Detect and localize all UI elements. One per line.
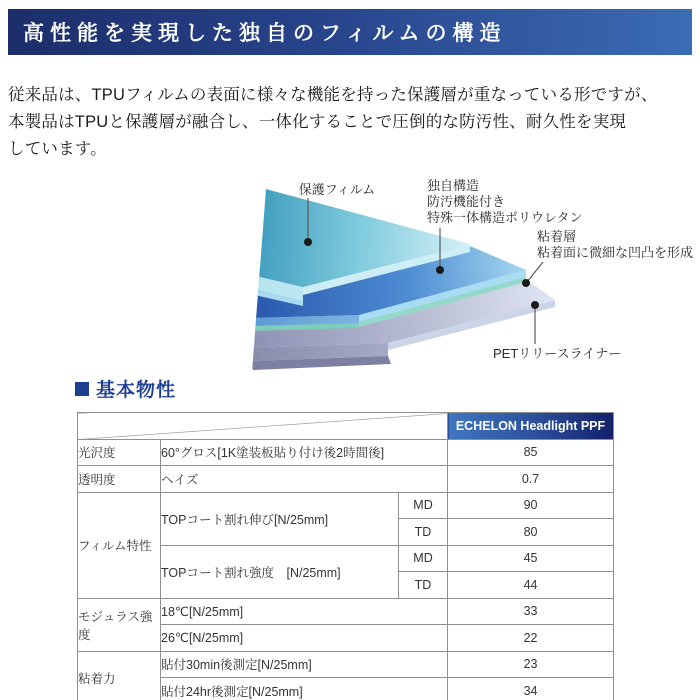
row-condition: ヘイズ <box>161 466 448 493</box>
table-row <box>78 466 614 493</box>
svg-text:特殊一体構造ポリウレタン: 特殊一体構造ポリウレタン <box>427 210 583 225</box>
film-structure-diagram <box>0 170 700 380</box>
intro-line-1: 従来品は、TPUフィルムの表面に様々な機能を持った保護層が重なっている形ですが、 <box>8 86 658 104</box>
svg-text:粘着層: 粘着層 <box>537 229 577 244</box>
row-direction: MD <box>399 545 448 572</box>
row-direction: TD <box>399 572 448 599</box>
row-category: モジュラス強度 <box>78 598 161 651</box>
svg-text:粘着面に微細な凹凸を形成: 粘着面に微細な凹凸を形成 <box>537 245 694 260</box>
row-value: 33 <box>448 598 614 625</box>
row-category: 光沢度 <box>78 439 161 466</box>
row-value: 23 <box>448 651 614 678</box>
row-value: 85 <box>448 439 614 466</box>
intro-paragraph <box>8 82 696 163</box>
row-condition: 貼付30min後測定[N/25mm] <box>161 651 448 678</box>
row-value: 44 <box>448 572 614 599</box>
table-row <box>78 439 614 466</box>
row-direction: MD <box>399 492 448 519</box>
row-condition: TOPコート割れ強度 [N/25mm] <box>161 545 399 598</box>
row-condition: 60°グロス[1K塗装板貼り付け後2時間後] <box>161 439 448 466</box>
row-value: 80 <box>448 519 614 546</box>
product-header-cell: ECHELON Headlight PPF <box>448 413 614 440</box>
dot-adhesive <box>522 279 530 287</box>
properties-table <box>77 412 614 700</box>
section-title: 基本物性 <box>96 380 177 401</box>
row-condition: 26℃[N/25mm] <box>161 625 448 652</box>
dot-protective-film <box>304 238 312 246</box>
section-header <box>75 375 176 402</box>
label-protective-film: 保護フィルム <box>298 182 376 197</box>
section-marker-square <box>75 382 89 396</box>
row-category: フィルム特性 <box>78 492 161 598</box>
row-condition: TOPコート割れ伸び[N/25mm] <box>161 492 399 545</box>
dot-polyurethane <box>436 266 444 274</box>
label-pet-release-liner: PETリリースライナー <box>493 346 622 361</box>
dot-pet-liner <box>531 301 539 309</box>
row-category: 粘着力 <box>78 651 161 700</box>
row-value: 90 <box>448 492 614 519</box>
table-header-row <box>78 413 614 440</box>
label-unique-structure <box>427 178 582 225</box>
label-adhesive-layer <box>537 229 693 260</box>
table-row <box>78 598 614 625</box>
corner-diagonal-cell <box>78 413 448 440</box>
table-row <box>78 651 614 678</box>
row-value: 34 <box>448 678 614 700</box>
svg-text:防汚機能付き: 防汚機能付き <box>427 194 506 209</box>
row-direction: TD <box>399 519 448 546</box>
row-value: 22 <box>448 625 614 652</box>
svg-text:独自構造: 独自構造 <box>427 178 480 193</box>
row-condition: 18℃[N/25mm] <box>161 598 448 625</box>
row-condition: 貼付24hr後測定[N/25mm] <box>161 678 448 700</box>
table-row <box>78 492 614 519</box>
page-header-bar <box>8 9 692 55</box>
row-value: 0.7 <box>448 466 614 493</box>
page-title: 高性能を実現した独自のフィルムの構造 <box>23 21 507 45</box>
row-value: 45 <box>448 545 614 572</box>
row-category: 透明度 <box>78 466 161 493</box>
intro-line-2: 本製品はTPUと保護層が融合し、一体化することで圧倒的な防汚性、耐久性を実現 <box>8 113 627 131</box>
intro-line-3: しています。 <box>8 140 107 158</box>
